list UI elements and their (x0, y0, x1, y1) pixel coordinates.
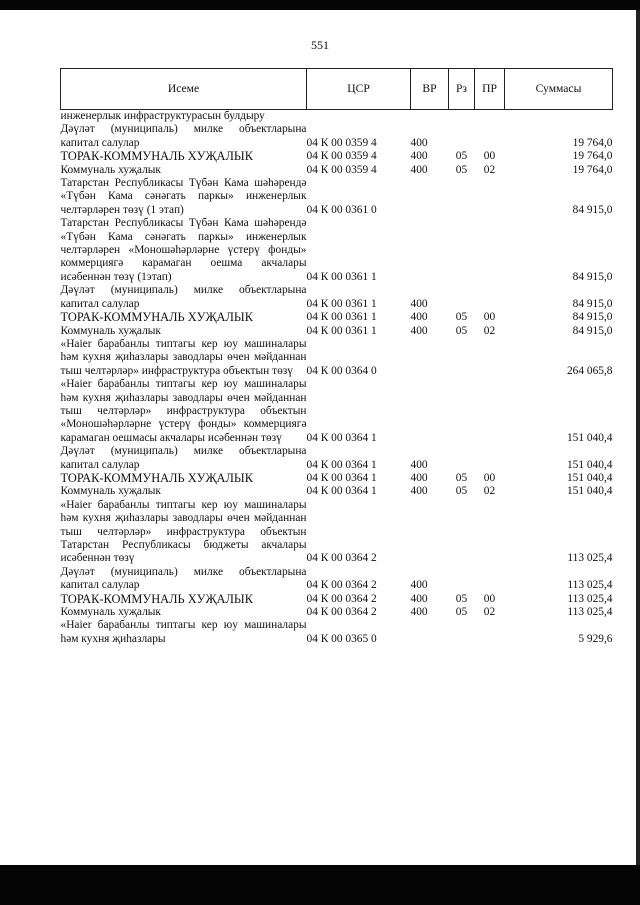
cell-pr (475, 445, 505, 472)
table-row (61, 150, 613, 163)
cell-sum: 264 065,8 (566, 364, 613, 377)
cell-vr: 400 (410, 471, 428, 484)
cell-sum: 84 915,0 (572, 203, 613, 216)
cell-rz: 05 (455, 606, 468, 619)
cell-pr (475, 499, 505, 566)
table-row (61, 606, 613, 619)
column-header-name: Исеме (61, 69, 307, 110)
cell-rz: 05 (455, 324, 468, 337)
cell-rz: 05 (455, 150, 468, 163)
cell-csr: 04 К 00 0364 2 (306, 606, 377, 619)
column-header-sum: Суммасы (505, 69, 613, 110)
cell-rz (449, 338, 475, 378)
cell-vr: 400 (410, 297, 428, 310)
cell-name: «Haier барабанлы типтагы кер юу машиналары һәм кухня җиһазлары заводлары өчен мәйданнан тыш челтәрләр» инфраструктура объектын төзү (60, 337, 307, 377)
cell-csr: 04 К 00 0361 1 (306, 297, 377, 310)
table-row (61, 177, 613, 217)
cell-vr: 400 (410, 163, 428, 176)
cell-vr: 400 (410, 311, 428, 324)
cell-sum: 113 025,4 (567, 552, 613, 565)
cell-csr: 04 К 00 0364 2 (306, 552, 377, 565)
cell-sum: 84 915,0 (572, 311, 613, 324)
cell-sum: 151 040,4 (566, 471, 613, 484)
cell-name: Татарстан Республикасы Түбән Кама шәһәрендә «Түбән Кама сәнәгать паркы» инженерлык челтәрләрен «Моношәһәрләрне үстерү фонды» коммерциягә карамаган оешма акчалары исәбеннән төзү (1этап) (60, 217, 307, 283)
cell-pr (475, 217, 505, 284)
cell-vr (411, 378, 449, 445)
cell-sum: 113 025,4 (567, 606, 613, 619)
cell-rz: 05 (455, 471, 468, 484)
table-row (61, 472, 613, 485)
column-header-vr: ВР (411, 69, 449, 110)
table-row (61, 164, 613, 177)
cell-name: «Haier барабанлы типтагы кер юу машиналары һәм кухня җиһазлары заводлары өчен мәйданнан тыш челтәрләр» инфраструктура объектын Татарстан Республикасы бюджеты акчалары исәбеннән төзү (60, 498, 307, 565)
cell-pr (475, 110, 505, 124)
cell-rz (449, 110, 475, 124)
cell-sum: 19 764,0 (572, 136, 613, 149)
cell-pr: 00 (483, 592, 496, 605)
cell-pr: 02 (483, 606, 496, 619)
cell-pr (475, 378, 505, 445)
cell-csr: 04 К 00 0359 4 (306, 163, 377, 176)
table-row (61, 378, 613, 445)
cell-pr: 02 (483, 163, 496, 176)
cell-sum: 19 764,0 (572, 150, 613, 163)
table-row (61, 499, 613, 566)
cell-rz (449, 217, 475, 284)
cell-pr: 02 (483, 485, 496, 498)
cell-vr: 400 (410, 324, 428, 337)
cell-sum: 5 929,6 (578, 632, 613, 645)
cell-name: Коммуналь хуҗалык (60, 324, 161, 337)
cell-name: Коммуналь хуҗалык (60, 163, 161, 176)
cell-csr: 04 К 00 0361 0 (306, 203, 377, 216)
cell-name: «Haier барабанлы типтагы кер юу машиналары һәм кухня җиһазлары (60, 619, 307, 645)
cell-vr: 400 (410, 592, 428, 605)
scan-right-border (636, 10, 640, 865)
cell-rz: 05 (455, 163, 468, 176)
cell-sum (505, 110, 613, 124)
cell-csr: 04 К 00 0359 4 (306, 136, 377, 149)
cell-pr: 00 (483, 311, 496, 324)
cell-csr: 04 К 00 0364 2 (306, 579, 377, 592)
column-header-csr: ЦСР (307, 69, 411, 110)
cell-pr: 00 (483, 471, 496, 484)
table-row (61, 217, 613, 284)
cell-rz: 05 (455, 311, 468, 324)
cell-name: Коммуналь хуҗалык (60, 485, 161, 498)
table-row (61, 445, 613, 472)
cell-csr: 04 К 00 0361 1 (306, 324, 377, 337)
cell-pr: 02 (483, 324, 496, 337)
cell-sum: 84 915,0 (572, 270, 613, 283)
cell-name: ТОРАК-КОММУНАЛЬ ХУҖАЛЫК (60, 470, 253, 485)
cell-vr: 400 (410, 150, 428, 163)
cell-vr (411, 338, 449, 378)
cell-sum: 151 040,4 (566, 485, 613, 498)
cell-rz (449, 619, 475, 646)
cell-csr: 04 К 00 0364 1 (306, 431, 377, 444)
cell-rz (449, 499, 475, 566)
page-number: 551 (311, 38, 329, 52)
table-row (61, 485, 613, 498)
table-row (61, 325, 613, 338)
table-header (61, 69, 613, 110)
cell-pr (475, 177, 505, 217)
cell-sum: 151 040,4 (566, 458, 613, 471)
cell-name: Дәүләт (муниципаль) милке объектларына капитал салулар (60, 284, 307, 310)
cell-csr (307, 110, 411, 124)
cell-csr: 04 К 00 0364 2 (306, 592, 377, 605)
cell-pr (475, 284, 505, 311)
cell-vr: 400 (410, 606, 428, 619)
table-row (61, 110, 613, 124)
table-row (61, 619, 613, 646)
cell-rz (449, 566, 475, 593)
cell-csr: 04 К 00 0361 1 (306, 270, 377, 283)
cell-csr: 04 К 00 0359 4 (306, 150, 377, 163)
cell-name: Дәүләт (муниципаль) милке объектларына капитал салулар (60, 565, 307, 592)
cell-sum: 151 040,4 (566, 431, 613, 444)
cell-vr: 400 (410, 458, 428, 471)
cell-vr (411, 217, 449, 284)
cell-csr: 04 К 00 0364 1 (306, 458, 377, 471)
cell-vr (411, 177, 449, 217)
cell-name: Дәүләт (муниципаль) милке объектларына капитал салулар (60, 445, 307, 471)
table-row (61, 284, 613, 311)
cell-csr: 04 К 00 0364 1 (306, 485, 377, 498)
table-body (61, 110, 613, 647)
cell-name: «Haier барабанлы типтагы кер юу машиналары һәм кухня җиһазлары заводлары өчен мәйданнан тыш челтәрләр» инфраструктура объектын «Моношәһәрләрне үстерү фонды» коммерциягә карамаган оешмасы акчалары исәбеннән төзү (60, 378, 307, 444)
cell-csr: 04 К 00 0364 0 (306, 364, 377, 377)
cell-vr (411, 499, 449, 566)
column-header-pr: ПР (475, 69, 505, 110)
cell-pr (475, 619, 505, 646)
cell-name: инженерлык инфраструктурасын булдыру (60, 110, 265, 122)
cell-rz (449, 284, 475, 311)
cell-name: Татарстан Республикасы Түбән Кама шәһәрендә «Түбән Кама сәнәгать паркы» инженерлык челтәрләрен төзү (1 этап) (60, 177, 307, 216)
cell-csr: 04 К 00 0365 0 (306, 632, 377, 645)
cell-name: Дәүләт (муниципаль) милке объектларына капитал салулар (60, 123, 307, 149)
table-row (61, 566, 613, 593)
table-row (61, 311, 613, 324)
table-row (61, 593, 613, 606)
cell-vr (411, 110, 449, 124)
scan-top-border (0, 0, 640, 10)
cell-rz: 05 (455, 592, 468, 605)
table-row (61, 338, 613, 378)
cell-sum: 19 764,0 (572, 163, 613, 176)
cell-rz (449, 445, 475, 472)
scan-bottom-border (0, 865, 640, 905)
cell-pr (475, 338, 505, 378)
cell-rz (449, 177, 475, 217)
cell-name: ТОРАК-КОММУНАЛЬ ХУҖАЛЫК (60, 310, 253, 325)
cell-rz: 05 (455, 485, 468, 498)
cell-csr: 04 К 00 0361 1 (306, 311, 377, 324)
cell-vr: 400 (410, 136, 428, 149)
cell-vr: 400 (410, 579, 428, 592)
cell-sum: 84 915,0 (572, 297, 613, 310)
cell-csr: 04 К 00 0364 1 (306, 471, 377, 484)
cell-sum: 113 025,4 (567, 592, 613, 605)
budget-table (60, 68, 613, 646)
cell-name: Коммуналь хуҗалык (60, 606, 161, 619)
cell-vr: 400 (410, 485, 428, 498)
cell-name: ТОРАК-КОММУНАЛЬ ХУҖАЛЫК (60, 149, 253, 164)
cell-rz (449, 123, 475, 150)
table-row (61, 123, 613, 150)
cell-rz (449, 378, 475, 445)
cell-pr (475, 566, 505, 593)
cell-name: ТОРАК-КОММУНАЛЬ ХУҖАЛЫК (60, 591, 253, 606)
cell-sum: 84 915,0 (572, 324, 613, 337)
cell-pr: 00 (483, 150, 496, 163)
cell-vr (411, 619, 449, 646)
cell-pr (475, 123, 505, 150)
column-header-rz: Рз (449, 69, 475, 110)
cell-sum: 113 025,4 (567, 579, 613, 592)
